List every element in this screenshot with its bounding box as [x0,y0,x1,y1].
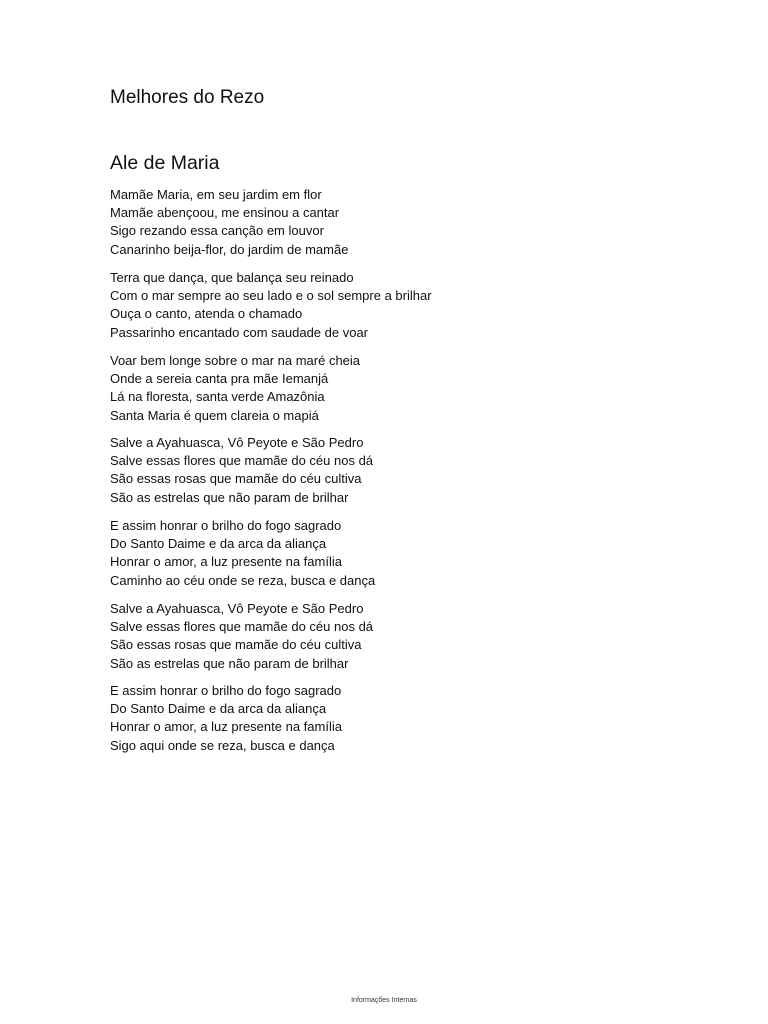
verse-line: Terra que dança, que balança seu reinado [110,270,354,285]
stanza-5 [110,517,375,590]
verse-line: Mamãe abençoou, me ensinou a cantar [110,205,340,221]
verse-line: Caminho ao céu onde se reza, busca e dança [110,572,376,588]
stanza-1 [110,186,348,259]
verse-line: Salve essas flores que mamãe do céu nos dá [110,453,374,469]
verse-line: Salve a Ayahuasca, Vô Peyote e São Pedro [110,601,364,616]
verse-line: Sigo aqui onde se reza, busca e dança [110,737,335,753]
verse-line: Mamãe Maria, em seu jardim em flor [110,187,322,202]
verse-line: São essas rosas que mamãe do céu cultiva [110,637,362,653]
verse-line: Ouça o canto, atenda o chamado [110,306,303,322]
verse-line: Do Santo Daime e da arca da aliança [110,701,327,717]
verse-line: Sigo rezando essa canção em louvor [110,223,324,239]
verse-line: Onde a sereia canta pra mãe Iemanjá [110,371,329,387]
verse-line: São as estrelas que não param de brilhar [110,489,349,505]
stanza-4 [110,434,373,507]
verse-line: Com o mar sempre ao seu lado e o sol sempre a brilhar [110,288,432,304]
verse-line: São essas rosas que mamãe do céu cultiva [110,471,362,487]
verse-line: Honrar o amor, a luz presente na família [110,719,342,735]
verse-line: E assim honrar o brilho do fogo sagrado [110,683,342,698]
verse-line: Canarinho beija-flor, do jardim de mamãe [110,241,349,257]
verse-line: Lá na floresta, santa verde Amazônia [110,389,325,405]
verse-line: Do Santo Daime e da arca da aliança [110,536,327,552]
verse-line: Honrar o amor, a luz presente na família [110,554,342,570]
verse-line: São as estrelas que não param de brilhar [110,655,349,671]
verse-line: Passarinho encantado com saudade de voar [110,324,369,340]
document-title: Melhores do Rezo [110,87,265,108]
stanza-7 [110,682,342,755]
stanza-3 [110,352,360,425]
verse-line: Salve a Ayahuasca, Vô Peyote e São Pedro [110,435,364,450]
footer-classification-label: Informações Internas [351,997,417,1004]
song-title: Ale de Maria [110,152,220,174]
verse-line: Voar bem longe sobre o mar na maré cheia [110,353,361,368]
verse-line: E assim honrar o brilho do fogo sagrado [110,518,342,533]
verse-line: Santa Maria é quem clareia o mapiá [110,407,319,423]
verse-line: Salve essas flores que mamãe do céu nos dá [110,619,374,635]
stanza-6 [110,600,373,673]
stanza-2 [110,269,432,342]
